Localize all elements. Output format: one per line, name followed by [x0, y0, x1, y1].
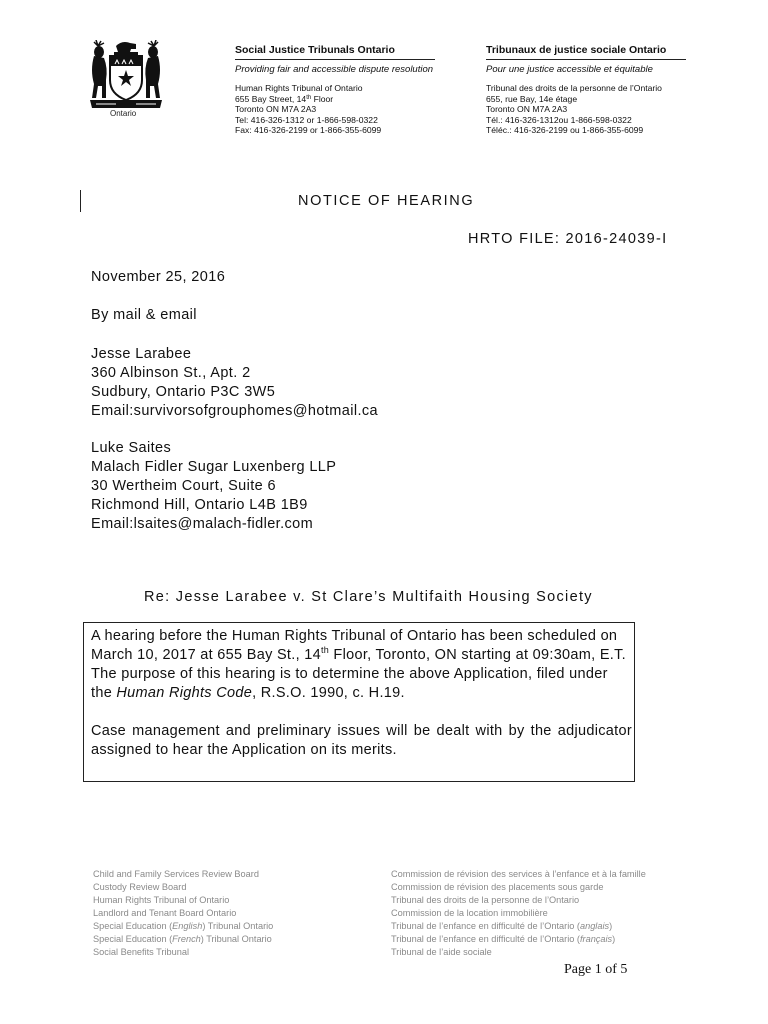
footer-item: Social Benefits Tribunal	[93, 947, 190, 957]
logo-wordmark: Ontario	[110, 109, 137, 118]
recipient-city: Sudbury, Ontario P3C 3W5	[91, 384, 276, 400]
recipient-name: Jesse Larabee	[91, 346, 192, 362]
case-management-note: Case management and preliminary issues will be dealt with by the adjudicator assigned to hear the Application on its merits.	[91, 723, 632, 758]
phone: Tel: 416-326-1312 or 1-866-598-0322	[235, 114, 378, 125]
re-line: Re: Jesse Larabee v. St Clare’s Multifaith Housing Society	[144, 589, 593, 605]
street-address: 655 Bay Street, 14th Floor	[235, 93, 334, 104]
text-cursor	[80, 190, 81, 212]
ontario-coat-of-arms-icon	[84, 40, 168, 120]
footer-item: Special Education (English) Tribunal Ontario	[93, 921, 274, 931]
recipient-firm: Malach Fidler Sugar Luxenberg LLP	[91, 459, 337, 475]
city-postal: Toronto ON M7A 2A3	[235, 104, 317, 115]
fax-fr: Téléc.: 416-326-2199 ou 1-866-355-6099	[486, 125, 644, 136]
footer-item: Tribunal de l’enfance en difficulté de l’Ontario (français)	[391, 934, 616, 944]
footer-item: Tribunal de l’aide sociale	[391, 947, 492, 957]
contact-block-french	[486, 83, 686, 136]
recipient-block	[91, 439, 336, 534]
footer-item: Commission de la location immobilière	[391, 908, 548, 918]
tribunal-name-english: Social Justice Tribunals Ontario	[235, 44, 435, 60]
recipient-email: Email:lsaites@malach-fidler.com	[91, 516, 314, 532]
recipient-city: Richmond Hill, Ontario L4B 1B9	[91, 497, 308, 513]
hearing-details: A hearing before the Human Rights Tribunal of Ontario has been scheduled on March 10, 2017 at 655 Bay St., 14th Floor, Toronto, ON starting at 09:30am, E.T. The purpose of this hearing is to determine the above Application, filed under the Human Rights Code, R.S.O. 1990, c. H.19.	[91, 628, 627, 701]
footer-item: Special Education (French) Tribunal Ontario	[93, 934, 272, 944]
street-address-fr: 655, rue Bay, 14e étage	[486, 93, 578, 104]
contact-block-english	[235, 83, 435, 136]
recipient-email: Email:survivorsofgrouphomes@hotmail.ca	[91, 403, 378, 419]
footer-item: Tribunal de l’enfance en difficulté de l’Ontario (anglais)	[391, 921, 613, 931]
recipient-address: 360 Albinson St., Apt. 2	[91, 365, 251, 381]
footer-item: Landlord and Tenant Board Ontario	[93, 908, 237, 918]
footer-item: Commission de révision des services à l’enfance et à la famille	[391, 869, 646, 879]
letter-date: November 25, 2016	[91, 269, 226, 285]
fax: Fax: 416-326-2199 or 1-866-355-6099	[235, 125, 382, 136]
file-number: HRTO FILE: 2016-24039-I	[468, 231, 668, 247]
office-name: Human Rights Tribunal of Ontario	[235, 83, 363, 93]
page-number: Page 1 of 5	[564, 962, 628, 977]
footer-item: Child and Family Services Review Board	[93, 869, 259, 879]
delivery-method: By mail & email	[91, 307, 197, 323]
recipient-address: 30 Wertheim Court, Suite 6	[91, 478, 277, 494]
footer-tribunals-french	[391, 868, 646, 959]
letterhead-english	[235, 44, 435, 136]
hearing-notice-box	[83, 622, 635, 782]
office-name-fr: Tribunal des droits de la personne de l’Ontario	[486, 83, 662, 93]
recipient-name: Luke Saites	[91, 440, 172, 456]
city-postal-fr: Toronto ON M7A 2A3	[486, 104, 568, 115]
footer-tribunals-english	[93, 868, 273, 959]
recipient-block	[91, 345, 378, 421]
letterhead-french	[486, 44, 686, 136]
document-title: NOTICE OF HEARING	[298, 193, 475, 209]
footer-item: Custody Review Board	[93, 882, 187, 892]
footer-item: Commission de révision des placements sous garde	[391, 882, 604, 892]
tagline-french: Pour une justice accessible et équitable	[486, 64, 653, 75]
footer-item: Human Rights Tribunal of Ontario	[93, 895, 230, 905]
tribunal-name-french: Tribunaux de justice sociale Ontario	[486, 44, 686, 60]
phone-fr: Tél.: 416-326-1312ou 1-866-598-0322	[486, 114, 632, 125]
tagline-english: Providing fair and accessible dispute resolution	[235, 64, 434, 75]
footer-item: Tribunal des droits de la personne de l’Ontario	[391, 895, 580, 905]
